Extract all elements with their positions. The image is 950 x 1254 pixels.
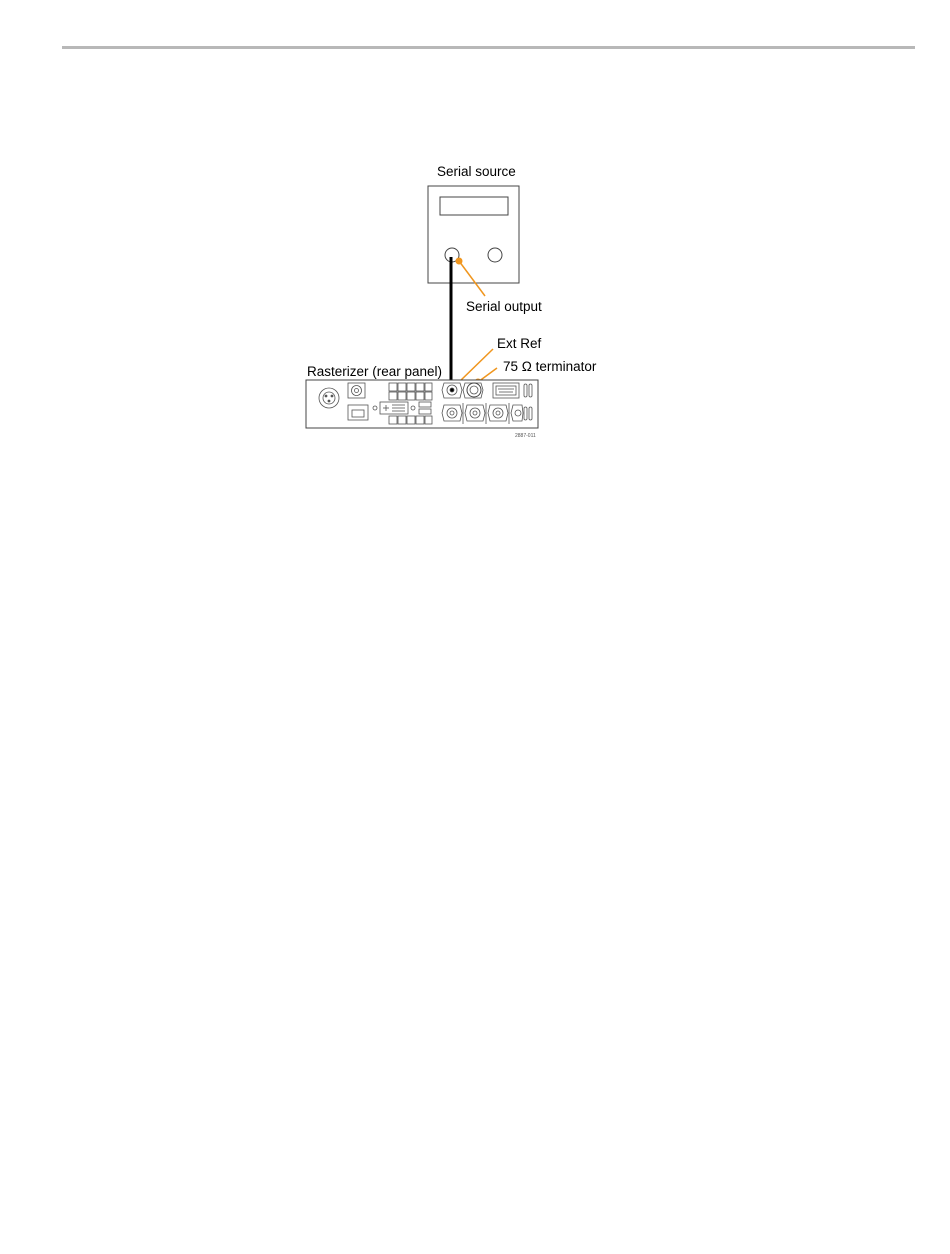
figure-id: 2887-011 — [515, 433, 536, 439]
serial-output-label: Serial output — [466, 299, 542, 314]
serial-source-label: Serial source — [437, 164, 516, 179]
serial-source-device — [428, 186, 519, 283]
source-display — [440, 197, 508, 215]
source-secondary-connector — [488, 248, 502, 262]
terminator-label: 75 Ω terminator — [503, 359, 597, 374]
rasterizer-rear-panel — [306, 380, 538, 428]
ext-ref-label: Ext Ref — [497, 336, 542, 351]
rasterizer-label: Rasterizer (rear panel) — [307, 364, 443, 379]
